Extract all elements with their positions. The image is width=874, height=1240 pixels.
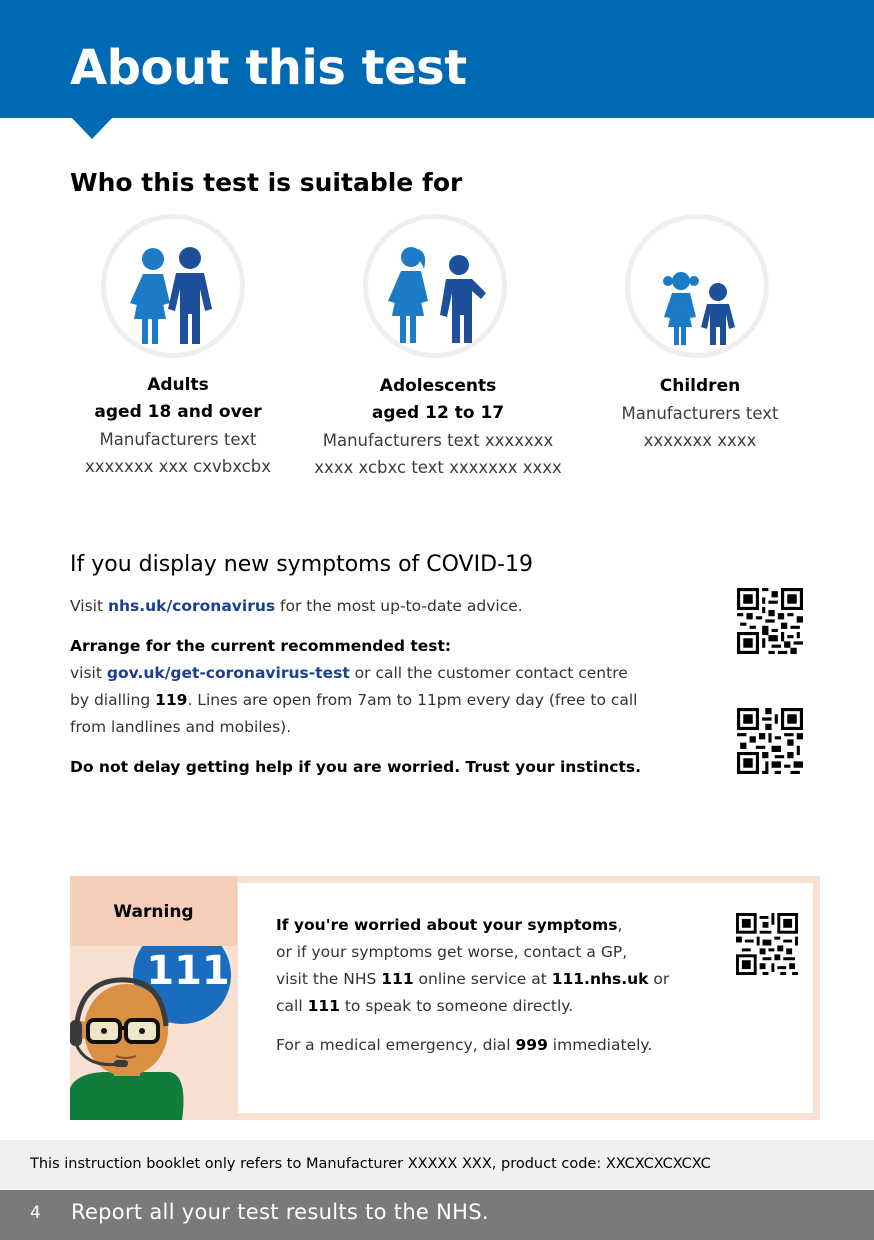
advice-text: Do not delay getting help if you are worried. Trust your instincts.: [70, 758, 641, 776]
adolescents-icon: [363, 214, 507, 358]
arrange-heading: Arrange for the current recommended test:: [70, 637, 452, 655]
qr-code-icon[interactable]: [736, 913, 798, 975]
header-notch: [71, 117, 113, 139]
group-text: Manufacturers text xxxxxxx: [322, 431, 554, 450]
qr-code-icon[interactable]: [737, 708, 803, 774]
footer-report-text: Report all your test results to the NHS.: [71, 1200, 489, 1224]
page-number: 4: [30, 1203, 41, 1223]
emergency-prefix: For a medical emergency, dial: [276, 1036, 516, 1054]
warning-text: [276, 912, 669, 1020]
dialling-prefix: by dialling: [70, 691, 156, 709]
group-text: Manufacturers text: [99, 430, 257, 449]
group-text: xxxxxxx xxxx: [643, 431, 757, 450]
warning-line3-prefix: visit the NHS: [276, 970, 382, 988]
visit-prefix: Visit: [70, 597, 108, 615]
warning-label: Warning: [113, 902, 194, 922]
bubble-number-111: 111: [146, 948, 230, 994]
group-subtitle: aged 18 and over: [94, 402, 262, 422]
group-subtitle: aged 12 to 17: [371, 403, 505, 423]
warning-line2: or if your symptoms get worse, contact a GP,: [276, 943, 628, 961]
warning-111-call: 111: [307, 997, 340, 1015]
group-text: xxxxxxx xxx cxvbxcbx: [85, 457, 271, 476]
adults-icon: [101, 214, 245, 358]
footer-note: This instruction booklet only refers to Manufacturer XXXXX XXX, product code: XXCXCXCXCXC: [30, 1156, 711, 1172]
get-coronavirus-test-link[interactable]: gov.uk/get-coronavirus-test: [106, 664, 350, 682]
suitable-heading: Who this test is suitable for: [70, 168, 463, 197]
warning-line3-suffix: or: [648, 970, 670, 988]
group-adults: [68, 372, 288, 480]
arrange-suffix: or call the customer contact centre: [349, 664, 628, 682]
page-title: About this test: [70, 40, 467, 96]
group-text: Manufacturers text: [621, 404, 779, 423]
footer-note-bar: [0, 1140, 874, 1190]
children-icon: [625, 214, 769, 358]
group-children: [600, 373, 800, 454]
warning-lead-rest: ,: [617, 916, 623, 934]
warning-line4-prefix: call: [276, 997, 308, 1015]
group-adolescents: [300, 373, 576, 481]
warning-label-box: [70, 876, 237, 946]
phone-number-119: 119: [155, 691, 188, 709]
nhs-coronavirus-link[interactable]: nhs.uk/coronavirus: [107, 597, 276, 615]
qr-code-icon[interactable]: [737, 588, 803, 654]
group-text: xxxx xcbxc text xxxxxxx xxxx: [314, 458, 562, 477]
warning-111: 111: [381, 970, 414, 988]
warning-line4-suffix: to speak to someone directly.: [339, 997, 574, 1015]
emergency-999: 999: [515, 1036, 548, 1054]
warning-lead: If you're worried about your symptoms: [276, 916, 618, 934]
visit-suffix: for the most up-to-date advice.: [275, 597, 523, 615]
header-banner: [0, 0, 874, 118]
group-title: Children: [659, 376, 741, 396]
emergency-text: [276, 1032, 652, 1059]
visit-paragraph: [70, 593, 523, 620]
group-title: Adolescents: [379, 376, 497, 396]
dialling-suffix: . Lines are open from 7am to 11pm every day (free to call: [187, 691, 638, 709]
arrange-paragraph: [70, 633, 637, 741]
group-title: Adults: [147, 375, 209, 395]
symptoms-heading: If you display new symptoms of COVID-19: [70, 552, 533, 577]
emergency-suffix: immediately.: [547, 1036, 653, 1054]
arrange-prefix: visit: [70, 664, 107, 682]
nhs-111-link[interactable]: 111.nhs.uk: [551, 970, 649, 988]
footer-bar: [0, 1190, 874, 1240]
warning-line3-mid: online service at: [413, 970, 552, 988]
arrange-line3: from landlines and mobiles).: [70, 718, 292, 736]
